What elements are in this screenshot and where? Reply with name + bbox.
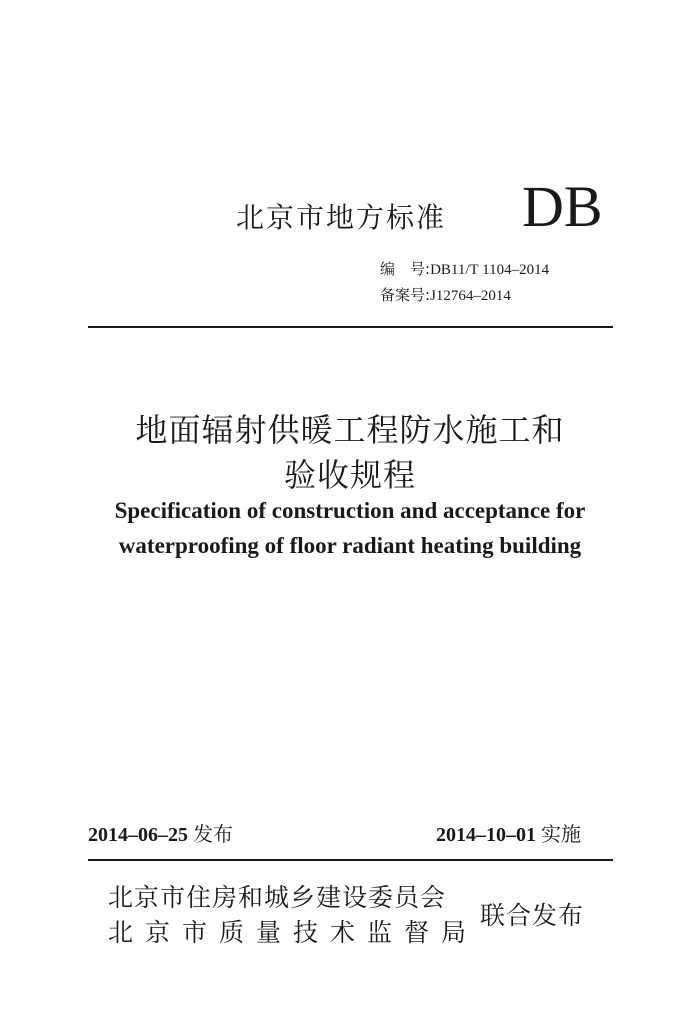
publisher-2: 北京市质量技术监督局 <box>108 918 479 947</box>
implement-label: 实施 <box>541 822 581 846</box>
title-zh-line-1: 地面辐射供暖工程防水施工和 <box>135 411 565 449</box>
title-en-line-2: waterproofing of floor radiant heating building <box>118 533 582 558</box>
issue-date-row <box>88 818 233 847</box>
bottom-divider <box>88 859 613 861</box>
standard-type-label: 北京市地方标准 <box>236 201 447 234</box>
standard-number-value: DB11/T 1104–2014 <box>430 262 550 278</box>
joint-issue-label: 联合发布 <box>480 901 585 930</box>
implement-date-row <box>436 818 581 847</box>
publisher-1: 北京市住房和城乡建设委员会 <box>108 883 447 912</box>
title-en-line-1: Specification of construction and acceptance for <box>114 498 586 523</box>
title-zh-line-2: 验收规程 <box>283 456 416 494</box>
standard-number <box>380 259 549 280</box>
top-divider <box>88 326 613 328</box>
issue-label: 发布 <box>193 822 233 846</box>
standard-number-label: 编 号: <box>380 260 431 278</box>
filing-number-value: J12764–2014 <box>430 288 511 304</box>
db-mark: DB <box>522 174 603 239</box>
implement-date: 2014–10–01 <box>436 824 536 846</box>
issue-date: 2014–06–25 <box>88 824 188 846</box>
filing-number-label: 备案号: <box>380 286 431 304</box>
filing-number <box>380 285 511 306</box>
